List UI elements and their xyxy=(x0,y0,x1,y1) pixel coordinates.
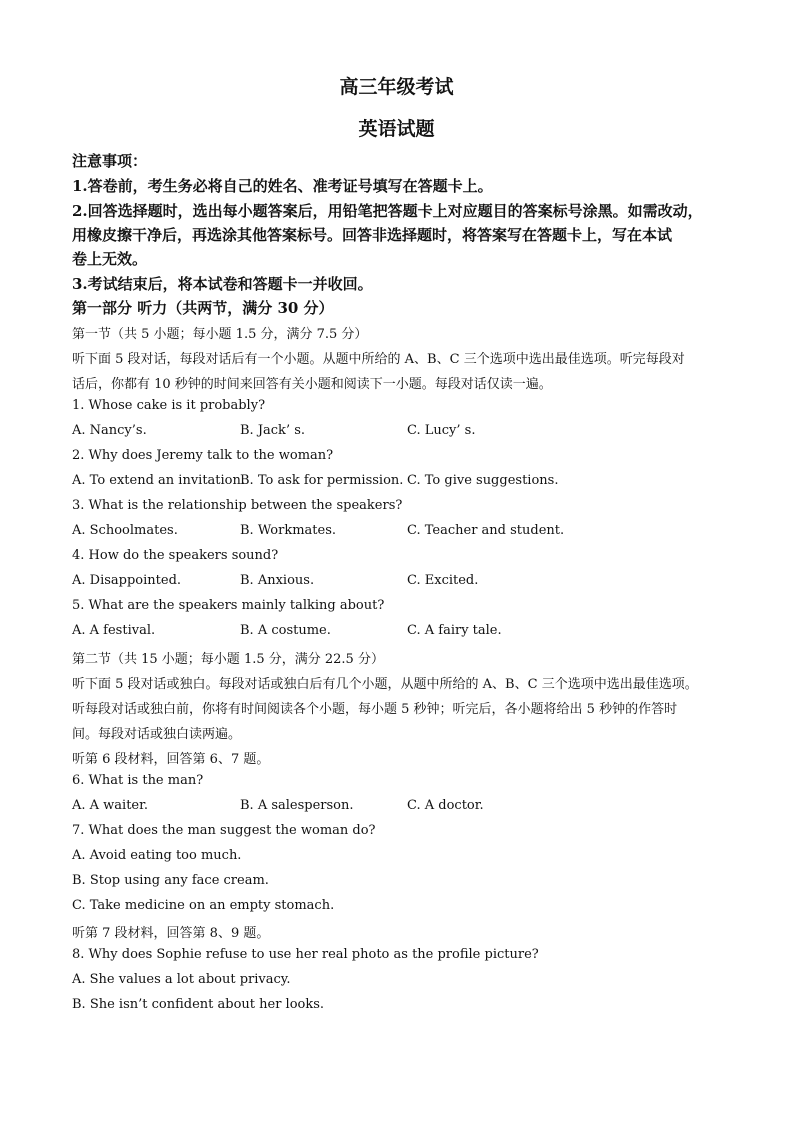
question-8: 8. Why does Sophie refuse to use her real photo as the profile picture? xyxy=(72,947,539,962)
q4-option-a: A. Disappointed. xyxy=(72,573,182,588)
q7-option-a: A. Avoid eating too much. xyxy=(72,848,242,863)
notice-item: 2.回答选择题时，选出每小题答案后，用铅笔把答题卡上对应题目的答案标号涂黑。如需改动， xyxy=(72,202,703,220)
q1-option-b: B. Jack’ s. xyxy=(240,423,306,438)
q1-option-a: A. Nancy’s. xyxy=(72,423,147,438)
q3-option-c: C. Teacher and student. xyxy=(407,523,565,538)
q7-option-b: B. Stop using any face cream. xyxy=(72,873,269,888)
question-6: 6. What is the man? xyxy=(72,773,204,788)
q6-option-a: A. A waiter. xyxy=(72,798,149,813)
exam-title: 高三年级考试 xyxy=(339,76,454,98)
section1-instructions: 话后，你都有 10 秒钟的时间来回答有关小题和阅读下一小题。每段对话仅读一遍。 xyxy=(72,377,552,392)
material-6-note: 听第 6 段材料，回答第 6、7 题。 xyxy=(72,752,270,767)
notice-item: 用橡皮擦干净后，再选涂其他答案标号。回答非选择题时，将答案写在答题卡上，写在本试 xyxy=(72,226,673,244)
section1-instructions: 听下面 5 段对话，每段对话后有一个小题。从题中所给的 A、B、C 三个选项中选出最佳选项。听完每段对 xyxy=(72,352,685,367)
q4-option-c: C. Excited. xyxy=(407,573,479,588)
section2-instructions: 间。每段对话或独白读两遍。 xyxy=(72,727,242,742)
material-7-note: 听第 7 段材料，回答第 8、9 题。 xyxy=(72,926,270,941)
q3-option-a: A. Schoolmates. xyxy=(72,523,178,538)
q7-option-c: C. Take medicine on an empty stomach. xyxy=(72,898,335,913)
notice-item: 1.答卷前，考生务必将自己的姓名、准考证号填写在答题卡上。 xyxy=(72,177,493,195)
q5-option-b: B. A costume. xyxy=(240,623,331,638)
q2-option-b: B. To ask for permission. xyxy=(240,473,404,488)
notice-item: 3.考试结束后，将本试卷和答题卡一并收回。 xyxy=(72,275,373,293)
notice-item: 卷上无效。 xyxy=(72,250,148,268)
section1-heading: 第一节（共 5 小题；每小题 1.5 分，满分 7.5 分） xyxy=(72,327,368,342)
q3-option-b: B. Workmates. xyxy=(240,523,337,538)
section2-instructions: 听每段对话或独白前，你将有时间阅读各个小题，每小题 5 秒钟；听完后，各小题将给出 5 秒钟的作答时 xyxy=(72,702,678,717)
question-3: 3. What is the relationship between the speakers? xyxy=(72,498,403,513)
q6-option-c: C. A doctor. xyxy=(407,798,484,813)
question-4: 4. How do the speakers sound? xyxy=(72,548,279,563)
q5-option-a: A. A festival. xyxy=(72,623,156,638)
q8-option-b: B. She isn’t confident about her looks. xyxy=(72,997,325,1012)
section2-instructions: 听下面 5 段对话或独白。每段对话或独白后有几个小题，从题中所给的 A、B、C 三个选项中选出最佳选项。 xyxy=(72,677,698,692)
q8-option-a: A. She values a lot about privacy. xyxy=(72,972,291,987)
part1-heading: 第一部分 听力（共两节，满分 30 分） xyxy=(72,299,334,317)
question-2: 2. Why does Jeremy talk to the woman? xyxy=(72,448,334,463)
section2-heading: 第二节（共 15 小题；每小题 1.5 分，满分 22.5 分） xyxy=(72,652,384,667)
notice-heading: 注意事项： xyxy=(72,152,148,170)
q2-option-c: C. To give suggestions. xyxy=(407,473,559,488)
question-1: 1. Whose cake is it probably? xyxy=(72,398,266,413)
q1-option-c: C. Lucy’ s. xyxy=(407,423,476,438)
q6-option-b: B. A salesperson. xyxy=(240,798,354,813)
q4-option-b: B. Anxious. xyxy=(240,573,315,588)
q5-option-c: C. A fairy tale. xyxy=(407,623,502,638)
question-7: 7. What does the man suggest the woman do? xyxy=(72,823,376,838)
exam-subtitle: 英语试题 xyxy=(358,118,435,140)
q2-option-a: A. To extend an invitation. xyxy=(72,473,246,488)
question-5: 5. What are the speakers mainly talking about? xyxy=(72,598,385,613)
